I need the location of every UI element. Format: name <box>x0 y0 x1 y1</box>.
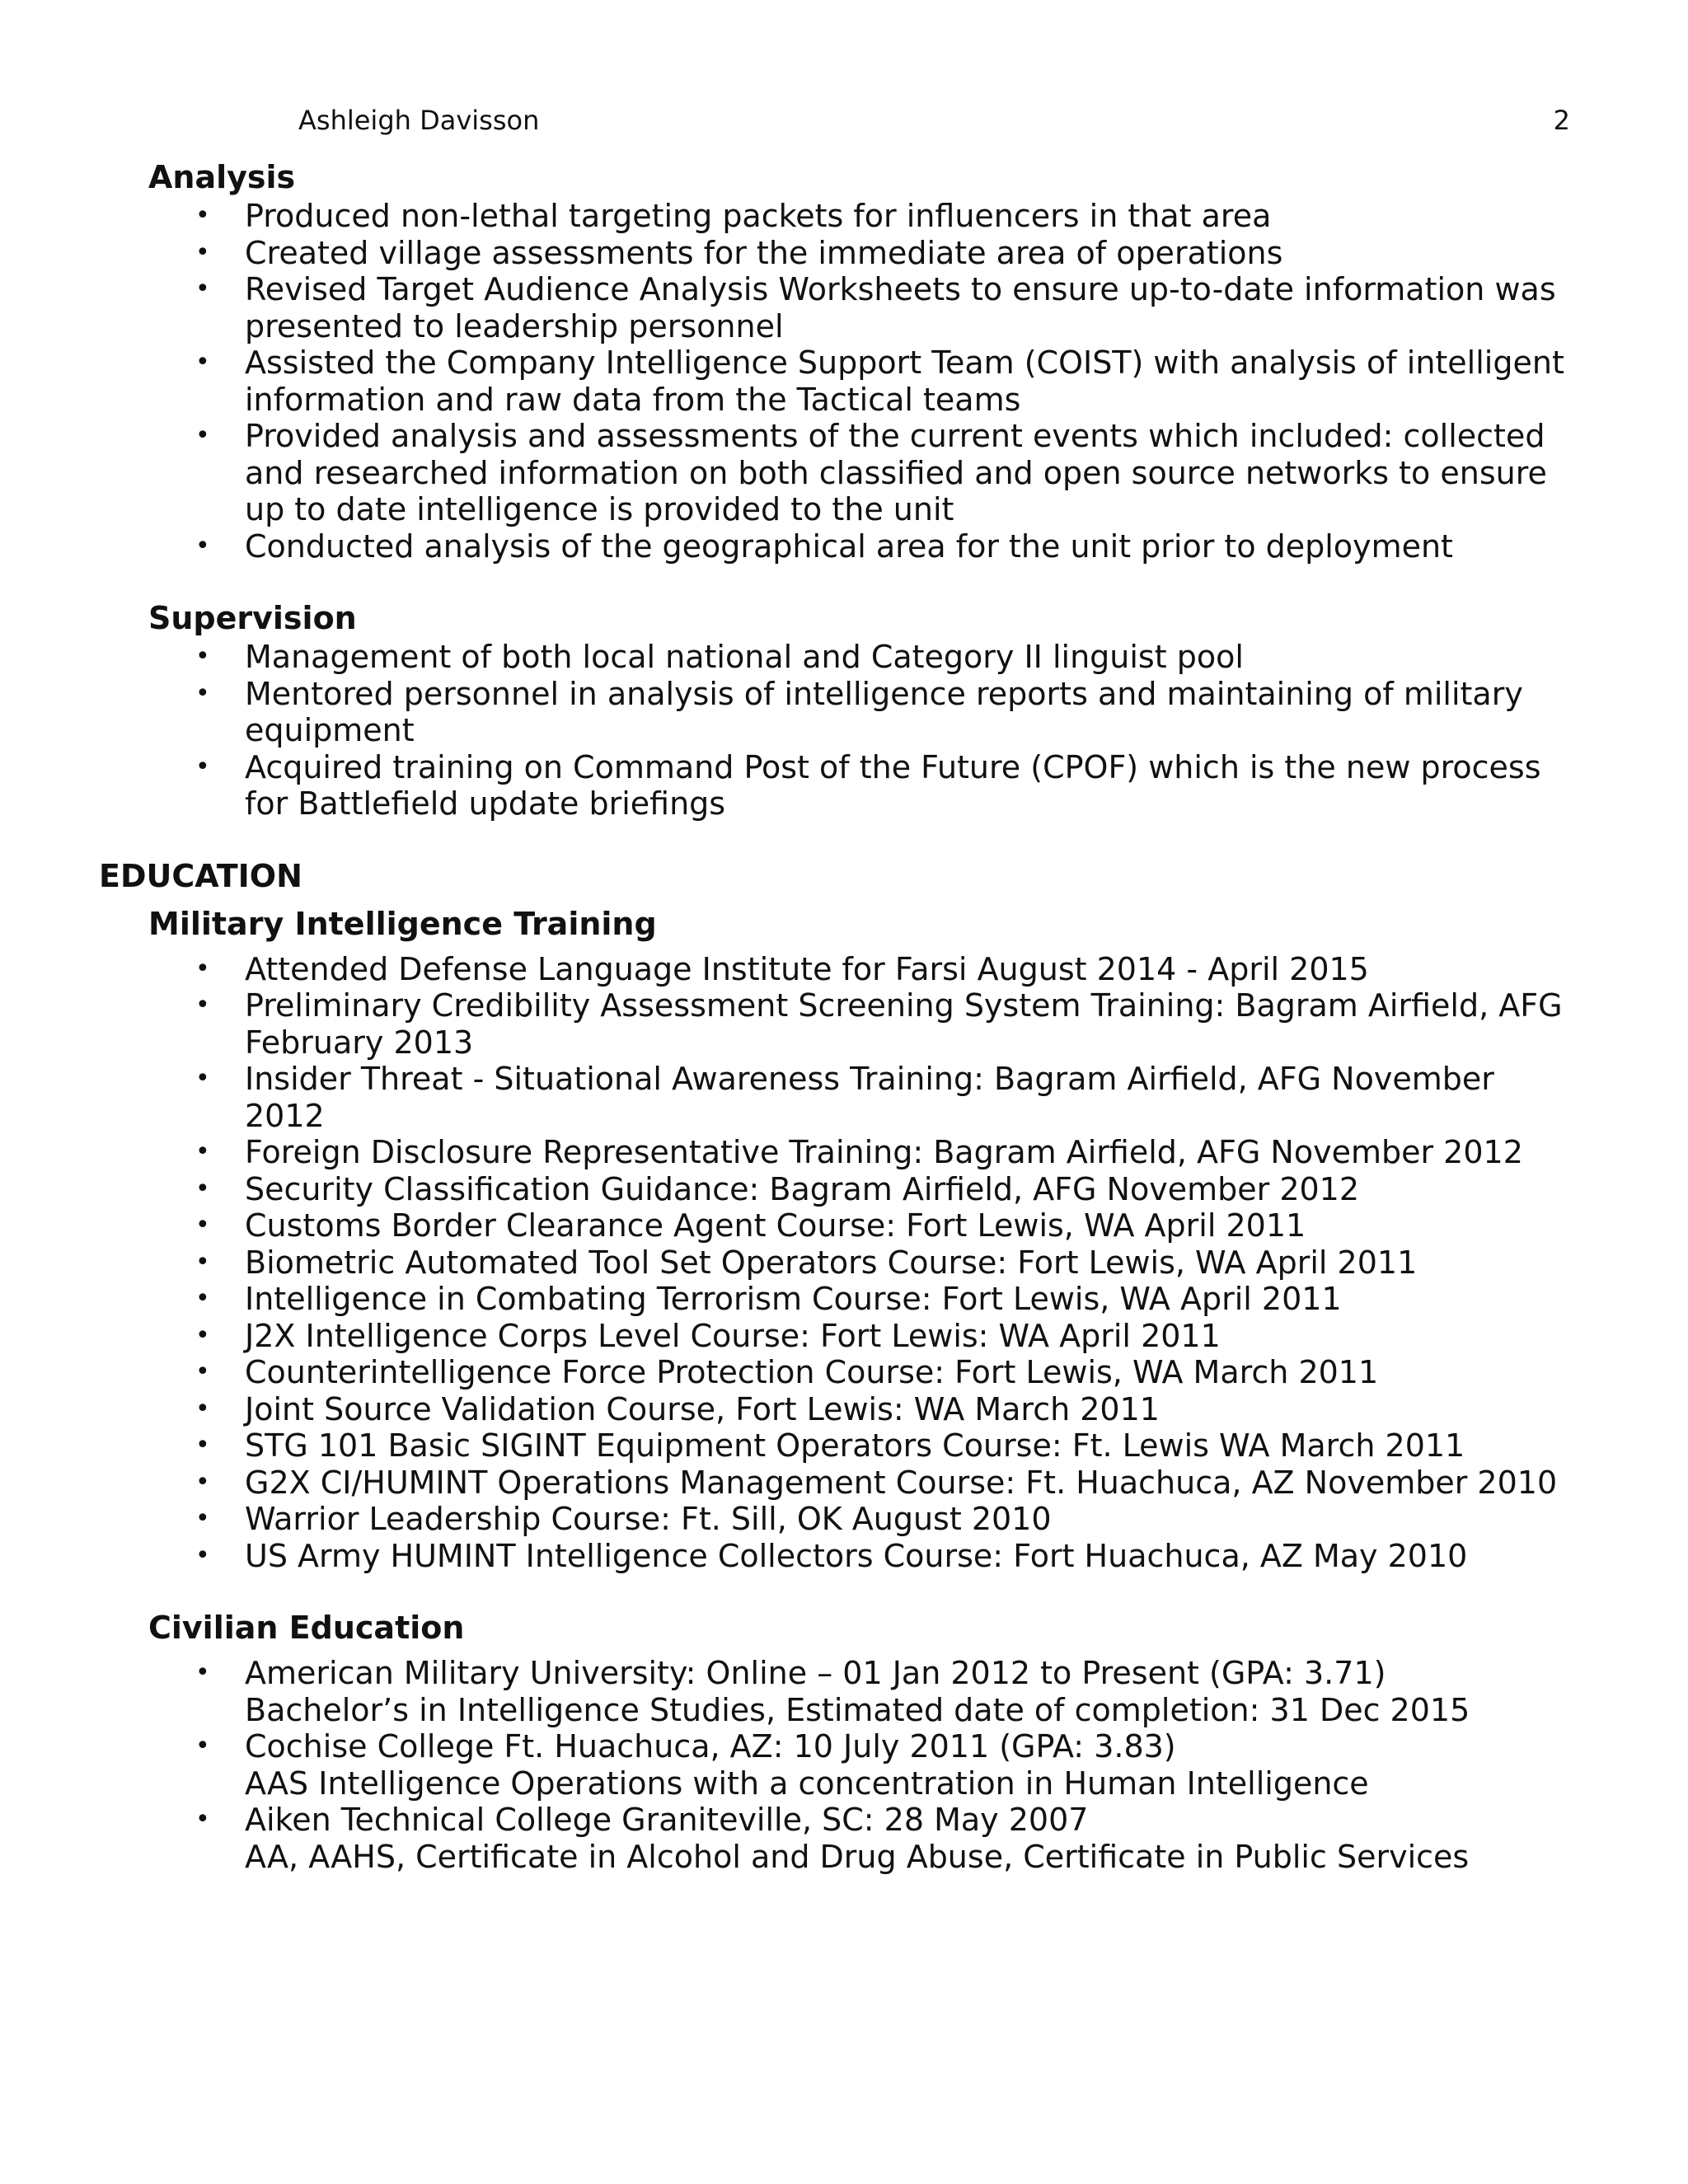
bullet-icon: • <box>195 1284 210 1313</box>
list-item: • Acquired training on Command Post of the Future (CPOF) which is the new process for Battlefield update briefings <box>195 748 1541 822</box>
bullet-icon: • <box>195 421 210 450</box>
analysis-list <box>0 198 1688 565</box>
list-item: • Warrior Leadership Course: Ft. Sill, OK August 2010 <box>195 1501 1052 1537</box>
list-item: • STG 101 Basic SIGINT Equipment Operators Course: Ft. Lewis WA March 2011 <box>195 1427 1465 1464</box>
supervision-list <box>0 639 1688 823</box>
list-item: • Attended Defense Language Institute for Farsi August 2014 - April 2015 <box>195 950 1369 987</box>
list-item: • Security Classification Guidance: Bagram Airfield, AFG November 2012 <box>195 1170 1360 1207</box>
list-item: • Insider Threat - Situational Awareness Training: Bagram Airfield, AFG November 2012 <box>195 1061 1494 1134</box>
bullet-icon: • <box>195 954 210 983</box>
bullet-icon: • <box>195 642 210 671</box>
list-item: • Biometric Automated Tool Set Operators Course: Fort Lewis, WA April 2011 <box>195 1244 1418 1281</box>
bullet-icon: • <box>195 1137 210 1166</box>
list-item: • G2X CI/HUMINT Operations Management Course: Ft. Huachuca, AZ November 2010 <box>195 1464 1558 1501</box>
bullet-icon: • <box>195 1732 210 1760</box>
list-item: • Cochise College Ft. Huachuca, AZ: 10 July 2011 (GPA: 3.83) AAS Intelligence Operations with a concentration in Human Intelligence <box>195 1728 1369 1802</box>
bullet-icon: • <box>195 1504 210 1533</box>
bullet-icon: • <box>195 1658 210 1687</box>
military-training-list <box>0 951 1688 1575</box>
bullet-icon: • <box>195 1431 210 1460</box>
bullet-icon: • <box>195 348 210 377</box>
list-item: • US Army HUMINT Intelligence Collectors Course: Fort Huachuca, AZ May 2010 <box>195 1537 1468 1574</box>
bullet-icon: • <box>195 678 210 708</box>
bullet-icon: • <box>195 1064 210 1093</box>
page-header <box>298 102 1570 138</box>
bullet-icon: • <box>195 752 210 781</box>
page-content <box>0 157 1688 1875</box>
list-item: • Created village assessments for the immediate area of operations <box>195 234 1283 271</box>
bullet-icon: • <box>195 1320 210 1350</box>
bullet-icon: • <box>195 237 210 267</box>
list-item: • Customs Border Clearance Agent Course: Fort Lewis, WA April 2011 <box>195 1207 1306 1244</box>
header-author: Ashleigh Davisson <box>298 105 540 136</box>
bullet-icon: • <box>195 1394 210 1423</box>
list-item: • Intelligence in Combating Terrorism Course: Fort Lewis, WA April 2011 <box>195 1281 1342 1317</box>
civilian-education-list <box>0 1655 1688 1875</box>
bullet-icon: • <box>195 1540 210 1570</box>
bullet-icon: • <box>195 531 210 560</box>
bullet-icon: • <box>195 1467 210 1497</box>
civilian-education-heading: Civilian Education <box>148 1610 465 1646</box>
bullet-icon: • <box>195 274 210 303</box>
list-item: • Produced non-lethal targeting packets for influencers in that area <box>195 198 1272 234</box>
education-heading: EDUCATION <box>99 857 302 894</box>
list-item: • Management of both local national and Category II linguist pool <box>195 639 1244 675</box>
list-item: • Foreign Disclosure Representative Training: Bagram Airfield, AFG November 2012 <box>195 1134 1523 1170</box>
list-item: • Revised Target Audience Analysis Worksheets to ensure up-to-date information was presented to leadership personnel <box>195 271 1556 344</box>
bullet-icon: • <box>195 201 210 230</box>
bullet-icon: • <box>195 991 210 1019</box>
military-training-heading: Military Intelligence Training <box>148 905 657 942</box>
bullet-icon: • <box>195 1211 210 1240</box>
list-item: • Provided analysis and assessments of the current events which included: collected and researched information on both classified and open source networks to ensure up to date intelligence is provided to the unit <box>195 418 1547 527</box>
list-item: • Preliminary Credibility Assessment Screening System Training: Bagram Airfield, AFG February 2013 <box>195 987 1563 1061</box>
bullet-icon: • <box>195 1247 210 1277</box>
bullet-icon: • <box>195 1805 210 1834</box>
supervision-heading: Supervision <box>148 600 357 636</box>
page-number: 2 <box>1553 105 1570 136</box>
list-item: • Assisted the Company Intelligence Support Team (COIST) with analysis of intelligent information and raw data from the Tactical teams <box>195 344 1564 418</box>
bullet-icon: • <box>195 1174 210 1203</box>
bullet-icon: • <box>195 1357 210 1386</box>
list-item: • Aiken Technical College Graniteville, SC: 28 May 2007 AA, AAHS, Certificate in Alcohol and Drug Abuse, Certificate in Public Services <box>195 1802 1470 1875</box>
list-item: • J2X Intelligence Corps Level Course: Fort Lewis: WA April 2011 <box>195 1317 1221 1354</box>
list-item: • Counterintelligence Force Protection Course: Fort Lewis, WA March 2011 <box>195 1354 1379 1390</box>
list-item: • Conducted analysis of the geographical area for the unit prior to deployment <box>195 527 1453 565</box>
list-item: • Joint Source Validation Course, Fort Lewis: WA March 2011 <box>195 1390 1160 1427</box>
list-item: • American Military University: Online – 01 Jan 2012 to Present (GPA: 3.71) Bachelor’s in Intelligence Studies, Estimated date of completion: 31 Dec 2015 <box>195 1655 1470 1728</box>
analysis-heading: Analysis <box>148 159 296 195</box>
list-item: • Mentored personnel in analysis of intelligence reports and maintaining of military equipment <box>195 675 1523 748</box>
